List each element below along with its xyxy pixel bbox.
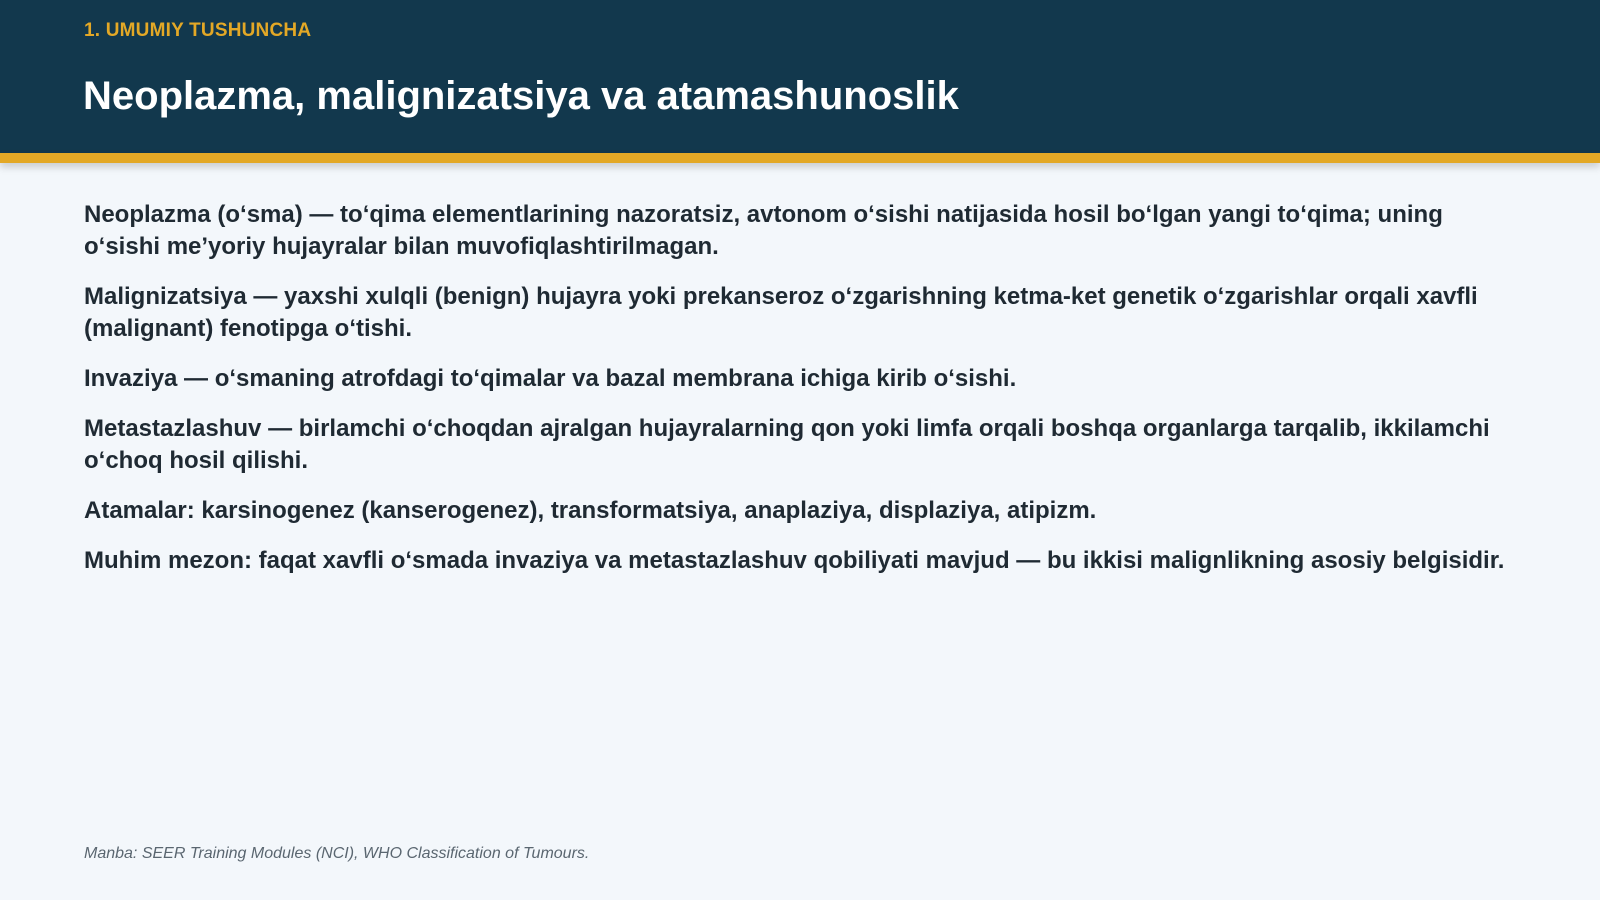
accent-divider (0, 153, 1600, 163)
slide-body (84, 199, 1524, 595)
paragraph-neoplazma: Neoplazma (o‘sma) — to‘qima elementlarining nazoratsiz, avtonom o‘sishi natijasida hosil bo‘lgan yangi to‘qima; uning o‘sishi me’yoriy hujayralar bilan muvofiqlashtirilmagan. (84, 201, 1443, 260)
paragraph-atamalar: Atamalar: karsinogenez (kanserogenez), transformatsiya, anaplaziya, displaziya, atipizm. (84, 497, 1097, 524)
paragraph-invaziya: Invaziya — o‘smaning atrofdagi to‘qimalar va bazal membrana ichiga kirib o‘sishi. (84, 365, 1017, 392)
paragraph-muhim-mezon: Muhim mezon: faqat xavfli o‘smada invaziya va metastazlashuv qobiliyati mavjud — bu ikkisi malignlikning asosiy belgisidir. (84, 547, 1505, 574)
source-note: Manba: SEER Training Modules (NCI), WHO Classification of Tumours. (84, 845, 590, 862)
section-label: 1. UMUMIY TUSHUNCHA (84, 20, 312, 41)
paragraph-metastazlashuv: Metastazlashuv — birlamchi o‘choqdan ajralgan hujayralarning qon yoki limfa orqali boshqa organlarga tarqalib, ikkilamchi o‘choq hosil qilishi. (84, 415, 1490, 474)
slide-title: Neoplazma, malignizatsiya va atamashunoslik (83, 74, 959, 118)
paragraph-malignizatsiya: Malignizatsiya — yaxshi xulqli (benign) hujayra yoki prekanseroz o‘zgarishning ketma-ket genetik o‘zgarishlar orqali xavfli (malignant) fenotipga o‘tishi. (84, 283, 1478, 342)
slide-header (0, 0, 1600, 153)
